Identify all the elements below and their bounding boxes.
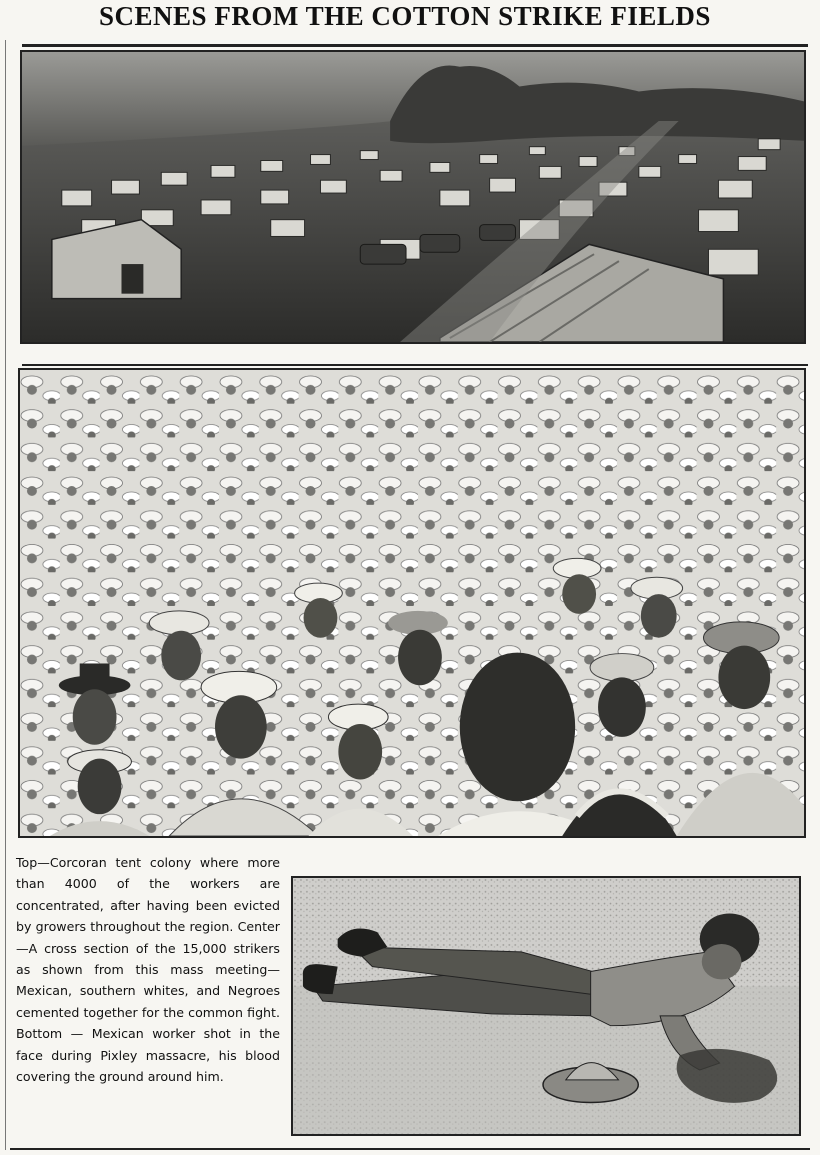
top-rule [22,44,808,47]
wounded-worker-image [293,878,799,1134]
strikers-crowd-photo [18,368,806,838]
page-headline: SCENES FROM THE COTTON STRIKE FIELDS [99,1,711,31]
wounded-worker-photo [291,876,801,1136]
photo-caption: Top—Corcoran tent colony where more than 4000 of the workers are concentrated, after having been evicted by growers throughout the region. Center—A cross section of the 15,000 strikers as shown from this mass meeting—Mexican, southern whites, and Negroes cemented together for the common fight. Bottom — Mexican worker shot in the face during Pixley massacre, his blood covering the ground around him. [16,855,280,1085]
strikers-crowd-image [20,370,804,836]
mid-rule [22,364,808,366]
bottom-rule [10,1148,810,1150]
tent-colony-image [22,52,804,342]
left-margin-rule [5,40,6,1150]
tent-colony-photo [20,50,806,344]
